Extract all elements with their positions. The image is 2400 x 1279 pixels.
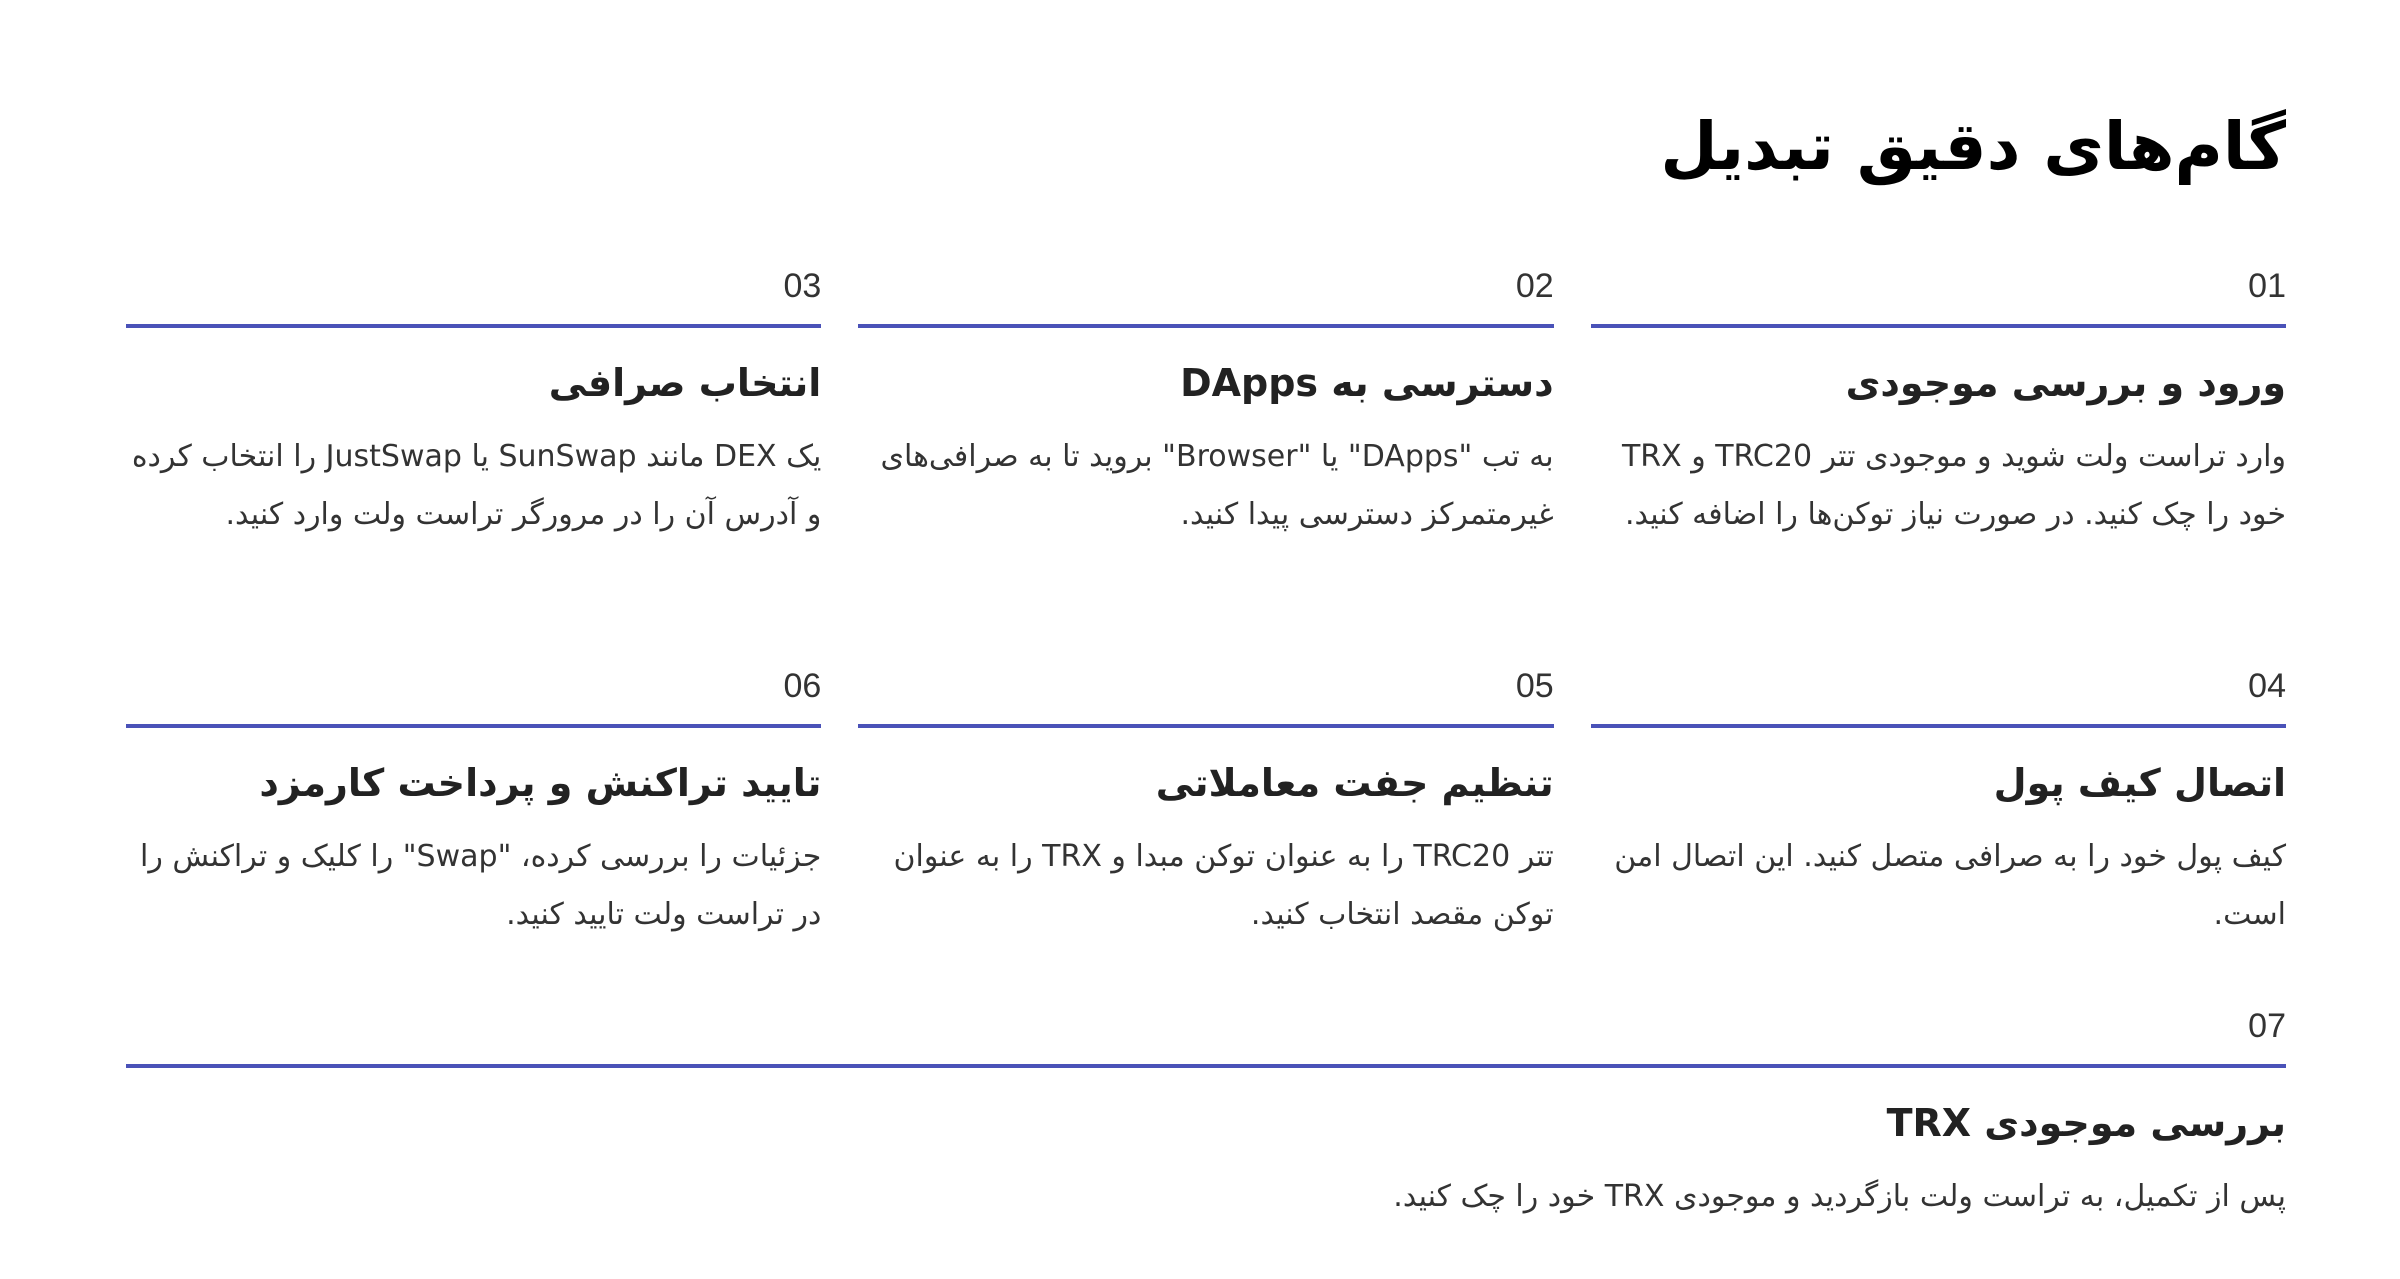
step-divider: [126, 1064, 2286, 1068]
step-heading: دسترسی به DApps: [1180, 361, 1554, 405]
step-heading: بررسی موجودی TRX: [1886, 1101, 2286, 1145]
step-heading: انتخاب صرافی: [548, 361, 822, 405]
step-description: یک DEX مانند SunSwap یا JustSwap را انتخاب کرده و آدرس آن را در مرورگر تراست ولت وارد کنید.: [131, 439, 822, 532]
step-description: پس از تکمیل، به تراست ولت بازگردید و موجودی TRX خود را چک کنید.: [1393, 1179, 2286, 1214]
step-heading: اتصال کیف پول: [1993, 761, 2286, 805]
step-heading: تایید تراکنش و پرداخت کارمزد: [259, 761, 822, 805]
step-description: کیف پول خود را به صرافی متصل کنید. این اتصال امن است.: [1614, 839, 2286, 932]
step-07: [126, 1006, 2286, 1226]
step-heading: تنظیم جفت معاملاتی: [1155, 761, 1554, 805]
step-number: 01: [2248, 267, 2286, 305]
step-03: [126, 266, 821, 544]
step-01: [1591, 266, 2286, 544]
step-description: جزئیات را بررسی کرده، "Swap" را کلیک و تراکنش را در تراست ولت تایید کنید.: [139, 839, 822, 932]
step-divider: [126, 324, 821, 328]
step-number: 06: [783, 667, 822, 705]
step-divider: [1591, 324, 2286, 328]
step-number: 03: [783, 267, 822, 305]
step-number: 02: [1515, 267, 1554, 305]
page-title: گام‌های دقیق تبدیل: [1660, 108, 2286, 185]
steps-row-2: [126, 666, 2286, 944]
step-divider: [858, 324, 1553, 328]
step-02: [858, 266, 1553, 544]
step-number: 05: [1515, 667, 1554, 705]
step-number: 04: [2248, 667, 2286, 705]
step-06: [126, 666, 821, 944]
step-04: [1591, 666, 2286, 944]
step-divider: [126, 724, 821, 728]
steps-row-1: [126, 266, 2286, 544]
step-divider: [1591, 724, 2286, 728]
steps-row-3: [126, 1006, 2286, 1226]
step-description: به تب "DApps" یا "Browser" بروید تا به صرافی‌های غیرمتمرکز دسترسی پیدا کنید.: [880, 439, 1554, 532]
step-05: [858, 666, 1553, 944]
step-divider: [858, 724, 1553, 728]
step-heading: ورود و بررسی موجودی: [1845, 361, 2286, 405]
step-description: تتر TRC20 را به عنوان توکن مبدا و TRX را به عنوان توکن مقصد انتخاب کنید.: [893, 839, 1554, 932]
step-description: وارد تراست ولت شوید و موجودی تتر TRC20 و TRX خود را چک کنید. در صورت نیاز توکن‌ها را اضافه کنید.: [1621, 439, 2286, 532]
step-number: 07: [2248, 1007, 2286, 1045]
